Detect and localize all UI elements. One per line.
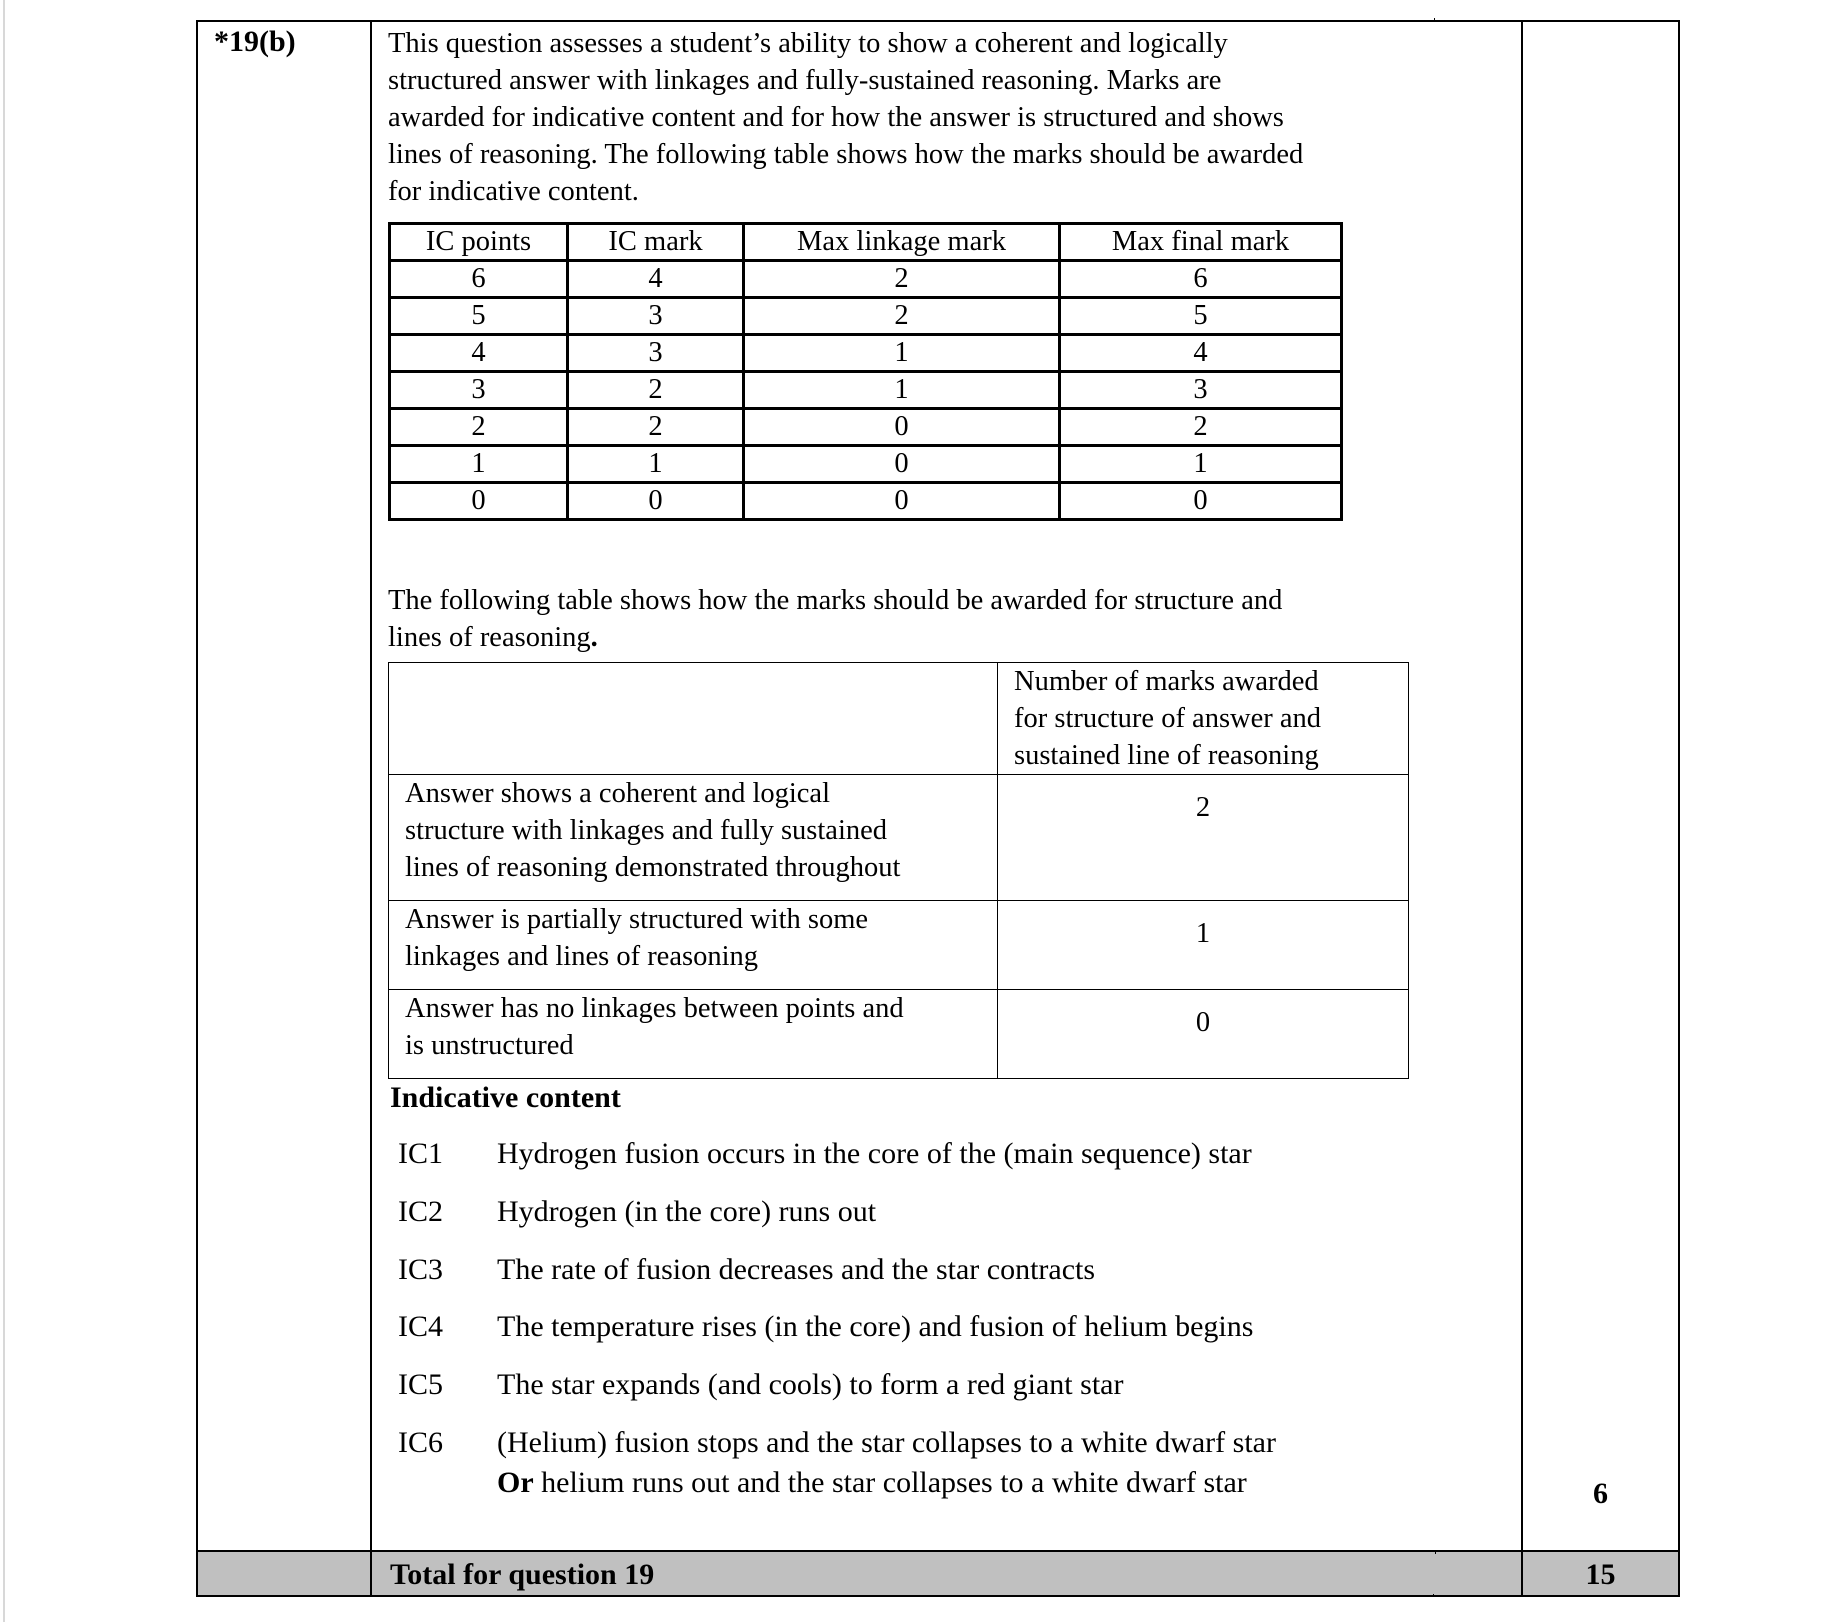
page-edge — [3, 0, 5, 1622]
ic-points-cell: 6 — [390, 261, 568, 298]
description-line: Answer has no linkages between points and — [405, 993, 904, 1024]
ic-points-cell: 5 — [390, 298, 568, 335]
ic-mark-cell: 2 — [568, 372, 744, 409]
structure-header-empty — [389, 663, 998, 775]
ic-label: IC6 — [398, 1426, 443, 1459]
table-row — [390, 446, 1342, 483]
max-linkage-cell: 0 — [744, 409, 1060, 446]
structure-description — [389, 901, 998, 990]
structure-table-header-row — [389, 663, 1409, 775]
structure-marks-value: 1 — [998, 901, 1409, 990]
max-linkage-cell: 0 — [744, 446, 1060, 483]
structure-marks-table — [388, 662, 1409, 1079]
table-row — [389, 901, 1409, 990]
intro-line: structured answer with linkages and fully-sustained reasoning. Marks are — [388, 65, 1222, 96]
table-row — [390, 483, 1342, 520]
table-row — [390, 298, 1342, 335]
description-line: structure with linkages and fully sustained — [405, 815, 888, 846]
ic-text — [497, 1423, 1457, 1503]
question-marks: 6 — [1593, 1477, 1608, 1510]
table-row — [389, 775, 1409, 901]
description-line: linkages and lines of reasoning — [405, 941, 758, 972]
header-line: sustained line of reasoning — [1014, 740, 1319, 771]
structure-marks-value: 0 — [998, 990, 1409, 1079]
ic-label: IC2 — [398, 1195, 443, 1228]
ic-text: Hydrogen (in the core) runs out — [497, 1195, 877, 1228]
description-line: Answer is partially structured with some — [405, 904, 869, 935]
column-divider-question — [370, 20, 372, 1597]
structure-marks-value: 2 — [998, 775, 1409, 901]
total-value: 15 — [1585, 1558, 1616, 1591]
ic-mark-cell: 3 — [568, 335, 744, 372]
structure-intro-line: The following table shows how the marks should be awarded for structure and — [388, 585, 1283, 616]
max-final-cell: 3 — [1060, 372, 1342, 409]
ic-text: The star expands (and cools) to form a red giant star — [497, 1368, 1124, 1401]
header-line: for structure of answer and — [1014, 703, 1322, 734]
ic-mark-cell: 2 — [568, 409, 744, 446]
intro-line: for indicative content. — [388, 176, 639, 207]
max-linkage-cell: 2 — [744, 261, 1060, 298]
max-final-cell: 4 — [1060, 335, 1342, 372]
ic-table-header-row — [390, 224, 1342, 261]
ic-points-cell: 0 — [390, 483, 568, 520]
ic-table-header: IC mark — [568, 224, 744, 261]
max-final-cell: 2 — [1060, 409, 1342, 446]
description-line: is unstructured — [405, 1030, 574, 1061]
intro-line: lines of reasoning. The following table shows how the marks should be awarded — [388, 139, 1304, 170]
ic-marks-table — [388, 222, 1343, 521]
structure-intro-line — [388, 619, 1508, 656]
ic-points-cell: 3 — [390, 372, 568, 409]
indicative-content-heading: Indicative content — [390, 1081, 621, 1114]
total-row-divider — [196, 1550, 1680, 1552]
column-divider-marks — [1521, 20, 1523, 1597]
ic-points-cell: 2 — [390, 409, 568, 446]
ic-label: IC1 — [398, 1137, 443, 1170]
ic-label: IC3 — [398, 1253, 443, 1286]
description-line: Answer shows a coherent and logical — [405, 778, 830, 809]
table-border-top — [197, 20, 1680, 22]
ic-alternative-prefix: Or — [497, 1466, 534, 1499]
structure-intro-text: lines of reasoning — [388, 622, 591, 653]
table-row — [389, 990, 1409, 1079]
max-linkage-cell: 0 — [744, 483, 1060, 520]
ic-points-cell: 1 — [390, 446, 568, 483]
table-border-right — [1678, 20, 1680, 1597]
ic-text: The rate of fusion decreases and the star contracts — [497, 1253, 1096, 1286]
ic-label: IC5 — [398, 1368, 443, 1401]
ic-points-cell: 4 — [390, 335, 568, 372]
structure-intro-period: . — [590, 622, 598, 653]
table-row — [390, 409, 1342, 446]
structure-header-marks — [998, 663, 1409, 775]
table-border-bottom — [196, 1595, 1680, 1597]
max-final-cell: 6 — [1060, 261, 1342, 298]
ic-text-line: (Helium) fusion stops and the star collapses to a white dwarf star — [497, 1426, 1276, 1459]
ic-label: IC4 — [398, 1310, 443, 1343]
description-line: lines of reasoning demonstrated throughout — [405, 852, 901, 883]
max-final-cell: 1 — [1060, 446, 1342, 483]
table-border-left — [196, 20, 198, 1597]
ic-mark-cell: 0 — [568, 483, 744, 520]
ic-text: The temperature rises (in the core) and fusion of helium begins — [497, 1310, 1254, 1343]
table-row — [390, 335, 1342, 372]
ic-table-header: IC points — [390, 224, 568, 261]
table-row — [390, 261, 1342, 298]
border-tick — [1434, 18, 1435, 21]
ic-text: Hydrogen fusion occurs in the core of the (main sequence) star — [497, 1137, 1252, 1170]
intro-line: awarded for indicative content and for how the answer is structured and shows — [388, 102, 1284, 133]
header-line: Number of marks awarded — [1014, 666, 1319, 697]
ic-mark-cell: 3 — [568, 298, 744, 335]
ic-mark-cell: 1 — [568, 446, 744, 483]
question-intro-paragraph — [388, 25, 1508, 210]
total-label: Total for question 19 — [390, 1558, 655, 1591]
structure-intro-paragraph — [388, 582, 1508, 656]
max-final-cell: 5 — [1060, 298, 1342, 335]
structure-description — [389, 990, 998, 1079]
intro-line: This question assesses a student’s ability to show a coherent and logically — [388, 28, 1228, 59]
question-number: *19(b) — [214, 25, 296, 58]
border-tick — [1433, 1594, 1434, 1596]
max-linkage-cell: 1 — [744, 372, 1060, 409]
ic-alternative-text: helium runs out and the star collapses to a white dwarf star — [533, 1466, 1247, 1499]
max-final-cell: 0 — [1060, 483, 1342, 520]
ic-table-header: Max final mark — [1060, 224, 1342, 261]
ic-table-header: Max linkage mark — [744, 224, 1060, 261]
structure-description — [389, 775, 998, 901]
table-row — [390, 372, 1342, 409]
ic-mark-cell: 4 — [568, 261, 744, 298]
max-linkage-cell: 1 — [744, 335, 1060, 372]
border-tick — [1435, 1550, 1436, 1554]
max-linkage-cell: 2 — [744, 298, 1060, 335]
